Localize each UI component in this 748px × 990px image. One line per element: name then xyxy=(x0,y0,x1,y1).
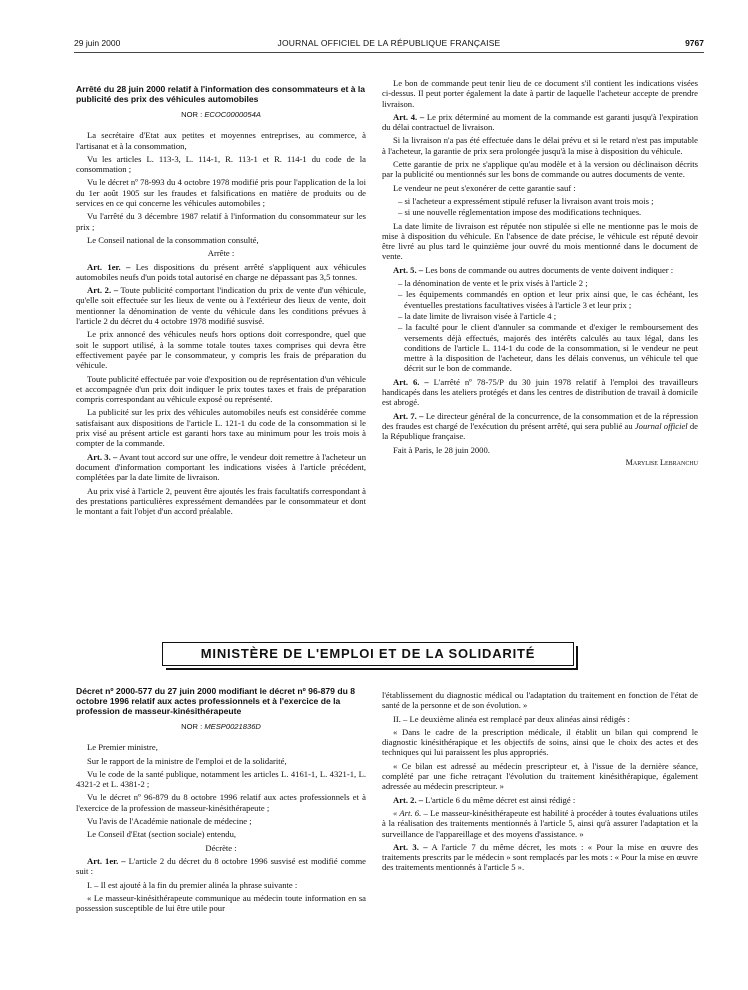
paragraph: Au prix visé à l'article 2, peuvent être ajoutés les frais facultatifs correspondant à des prestations particulières expressément demandées par le consommateur et dont le montant a fait l'objet d'un accord préalable. xyxy=(76,485,366,517)
decret-nor: NOR : MESP0021836D xyxy=(181,722,261,731)
fait-a-paris: Fait à Paris, le 28 juin 2000. xyxy=(393,444,490,455)
paragraph: Le vendeur ne peut s'exonérer de cette garantie sauf : xyxy=(393,182,576,193)
article-3: Art. 3. – Avant tout accord sur une offre, le vendeur doit remettre à l'acheteur un document d'information comportant les indications visées à l'article précédent, complétées par la date limite de livraison. xyxy=(76,451,366,483)
arrete-title: Arrêté du 28 juin 2000 relatif à l'information des consommateurs et à la publicité des prix des véhicules automobiles xyxy=(76,84,366,104)
paragraph: Cette garantie de prix ne s'applique qu'au modèle et à la version ou déclinaison décrits par la publicité ou mentionnés sur les bons de commande ou autres documents de vente. xyxy=(382,159,698,180)
article-5: Art. 5. – Les bons de commande ou autres documents de vente doivent indiquer : xyxy=(393,264,674,275)
paragraph: « Ce bilan est adressé au médecin prescripteur et, à l'issue de la dernière séance, complété par une fiche retraçant l'évolution du traitement kinésithérapique, également adressée au médecin prescripteur. » xyxy=(382,760,698,792)
arrete-column-left xyxy=(76,84,366,519)
list-item: – la dénomination de vente et le prix visés à l'article 2 ; xyxy=(398,278,588,289)
page-header xyxy=(74,38,704,53)
arrete-word: Arrête : xyxy=(207,248,235,259)
paragraph: I. – Il est ajouté à la fin du premier alinéa la phrase suivante : xyxy=(87,879,298,890)
decret-title: Décret nº 2000-577 du 27 juin 2000 modifiant le décret nº 96-879 du 8 octobre 1996 relatif aux actes professionnels et à l'exercice de la profession de masseur-kinésithérapeute xyxy=(76,686,355,716)
list-item: – la faculté pour le client d'annuler sa commande et d'exiger le remboursement des versements déjà effectués, majorés des intérêts calculés au taux légal, dans les conditions de l'article L. 114-1 du code de la consommation, si le vendeur ne peut mettre à la disposition de l'acheteur, dans les délais convenus, un véhicule tel que décrit sur le bon de commande. xyxy=(398,322,698,374)
list-item: – si l'acheteur a expressément stipulé refuser la livraison avant trois mois ; xyxy=(398,195,654,206)
article-6: Art. 6. – L'arrêté nº 78-75/P du 30 juin 1978 relatif à l'emploi des travailleurs handicapés dans les ateliers protégés et dans les centres de distribution de travail à domicile est abrogé. xyxy=(382,376,698,408)
paragraph: Si la livraison n'a pas été effectuée dans le délai prévu et si le retard n'est pas imputable à l'acheteur, la garantie de prix sera prolongée jusqu'à la mise à disposition du véhicule. xyxy=(382,135,698,156)
list-item: – la date limite de livraison visée à l'article 4 ; xyxy=(398,310,557,321)
article-4: Art. 4. – Le prix déterminé au moment de la commande est garanti jusqu'à l'expiration du délai contractuel de livraison. xyxy=(382,111,699,133)
visa: Le Conseil d'Etat (section sociale) entendu, xyxy=(87,829,237,840)
arrete-nor: NOR : ECOC0000054A xyxy=(181,110,261,119)
list-item: – les équipements commandés en option et leur prix ainsi que, le cas échéant, les éventuelles prestations facultatives visées à l'article 3 et leur prix ; xyxy=(398,289,698,310)
article-1: Art. 1er. – Les dispositions du présent arrêté s'appliquent aux véhicules automobiles neufs d'un poids total autorisé en charge ne dépassant pas 3,5 tonnes. xyxy=(76,261,366,282)
article-3: Art. 3. – A l'article 7 du même décret, les mots : « Pour la mise en œuvre des traitements prescrits par le médecin » sont remplacés par les mots : « Pour la mise en œuvre des traitements mentionnés à l'article 5 ». xyxy=(382,841,699,873)
article-1: Art. 1er. – L'article 2 du décret du 8 octobre 1996 susvisé est modifié comme suit : xyxy=(76,855,366,877)
visa: Le Premier ministre, xyxy=(87,742,158,753)
article-2: Art. 2. – L'article 6 du même décret est ainsi rédigé : xyxy=(393,794,576,805)
list-item: – si une nouvelle réglementation impose des modifications techniques. xyxy=(398,207,642,218)
article-2: Art. 2. – Toute publicité comportant l'indication du prix de vente d'un véhicule, qu'elle soit effectuée sur les lieux de vente ou à l'extérieur des lieux de vente, doit mentionner la dénomination de vente du véhicule dans les conditions prévues à l'article 2 du décret du 4 octobre 1978 modifié susvisé. xyxy=(76,285,366,327)
article-7: Art. 7. – Le directeur général de la concurrence, de la consommation et de la répression des fraudes est chargé de l'exécution du présent arrêté, qui sera publié au Journal officiel de la République française. xyxy=(382,410,699,442)
visa: La secrétaire d'Etat aux petites et moyennes entreprises, au commerce, à l'artisanat et à la consommation, xyxy=(76,130,366,151)
visa: Sur le rapport de la ministre de l'emploi et de la solidarité, xyxy=(87,755,287,766)
exception-list xyxy=(382,196,698,218)
journal-title: JOURNAL OFFICIEL DE LA RÉPUBLIQUE FRANÇAISE xyxy=(277,38,501,48)
visa: Vu le code de la santé publique, notamment les articles L. 4161-1, L. 4321-1, L. 4321-2 et L. 4381-2 ; xyxy=(76,768,366,790)
paragraph: Toute publicité effectuée par voie d'exposition ou de représentation d'un véhicule et accompagnée d'un prix doit indiquer le prix toutes taxes et frais de préparation compris correspondant au véhicule exposé ou représenté. xyxy=(76,373,366,405)
ministry-name: MINISTÈRE DE L'EMPLOI ET DE LA SOLIDARITÉ xyxy=(200,646,536,661)
paragraph: La date limite de livraison est réputée non stipulée si elle ne mentionne pas le mois de mise à disposition du véhicule. En l'absence de date précise, le véhicule est réputé devoir être livré au plus tard le quinzième jour ouvré du mois mentionné dans le document de vente. xyxy=(382,220,698,262)
visa: Vu les articles L. 113-3, L. 114-1, R. 113-1 et R. 114-1 du code de la consommation ; xyxy=(76,153,366,175)
visa: Vu l'arrêté du 3 décembre 1987 relatif à l'information du consommateur sur les prix ; xyxy=(76,211,366,232)
signature: Marylise Lebranchu xyxy=(625,457,698,467)
decret-column-left xyxy=(76,686,366,916)
paragraph: Le bon de commande peut tenir lieu de ce document s'il contient les indications visées ci-dessus. Il peut porter également la date à partir de laquelle l'acheteur accepte de prendre livraison. xyxy=(382,78,698,109)
paragraph: La publicité sur les prix des véhicules automobiles neufs est considérée comme satisfaisant aux dispositions de l'article L. 121-1 du code de la consommation si le prix visé au présent article est garanti hors taxe au minimum pour les trois mois à compter de la commande. xyxy=(76,407,366,449)
nor-code: ECOC0000054A xyxy=(204,110,261,119)
paragraph: II. – Le deuxième alinéa est remplacé par deux alinéas ainsi rédigés : xyxy=(393,713,630,724)
bon-commande-list xyxy=(382,278,698,374)
visa: Le Conseil national de la consommation consulté, xyxy=(87,234,259,245)
page-number: 9767 xyxy=(685,38,704,48)
header-date: 29 juin 2000 xyxy=(74,38,121,48)
decret-column-right xyxy=(382,690,698,876)
paragraph: « Dans le cadre de la prescription médicale, il établit un bilan qui comprend le diagnostic kinésithérapique et les objectifs de soins, ainsi que le choix des actes et des techniques qui lui paraissent les plus appropriés. xyxy=(382,726,698,758)
paragraph: « Le masseur-kinésithérapeute communique au médecin toute information en sa possession susceptible de lui être utile pour xyxy=(76,892,366,914)
paragraph: Le prix annoncé des véhicules neufs hors options doit correspondre, quel que soit le support utilisé, à la somme totale toutes taxes comprises qui devra être effectivement payée par le consommateur, y compris les frais de préparation du véhicule. xyxy=(76,329,366,371)
decrete-word: Décrète : xyxy=(205,842,237,853)
visa: Vu le décret nº 78-993 du 4 octobre 1978 modifié pris pour l'application de la loi du 1er août 1905 sur les fraudes et falsifications en matière de produits ou de services en ce qui concerne les véhicules automobiles ; xyxy=(76,177,366,209)
article-6-quote: « Art. 6. – Le masseur-kinésithérapeute est habilité à procéder à toutes évaluations utiles à la réalisation des traitements mentionnés à l'article 5, ainsi qu'à assurer l'adaptation et la surveillance de l'appareillage et des moyens d'assistance. » xyxy=(382,807,698,839)
ministry-banner xyxy=(162,642,574,666)
visa: Vu l'avis de l'Académie nationale de médecine ; xyxy=(87,816,252,827)
arrete-column-right xyxy=(382,78,698,468)
paragraph: l'établissement du diagnostic médical ou l'adaptation du traitement en fonction de l'état de santé de la personne et de son évolution. » xyxy=(382,690,698,711)
visa: Vu le décret nº 96-879 du 8 octobre 1996 relatif aux actes professionnels et à l'exercice de la profession de masseur-kinésithérapeute ; xyxy=(76,792,366,813)
nor-code: MESP0021836D xyxy=(204,722,261,731)
